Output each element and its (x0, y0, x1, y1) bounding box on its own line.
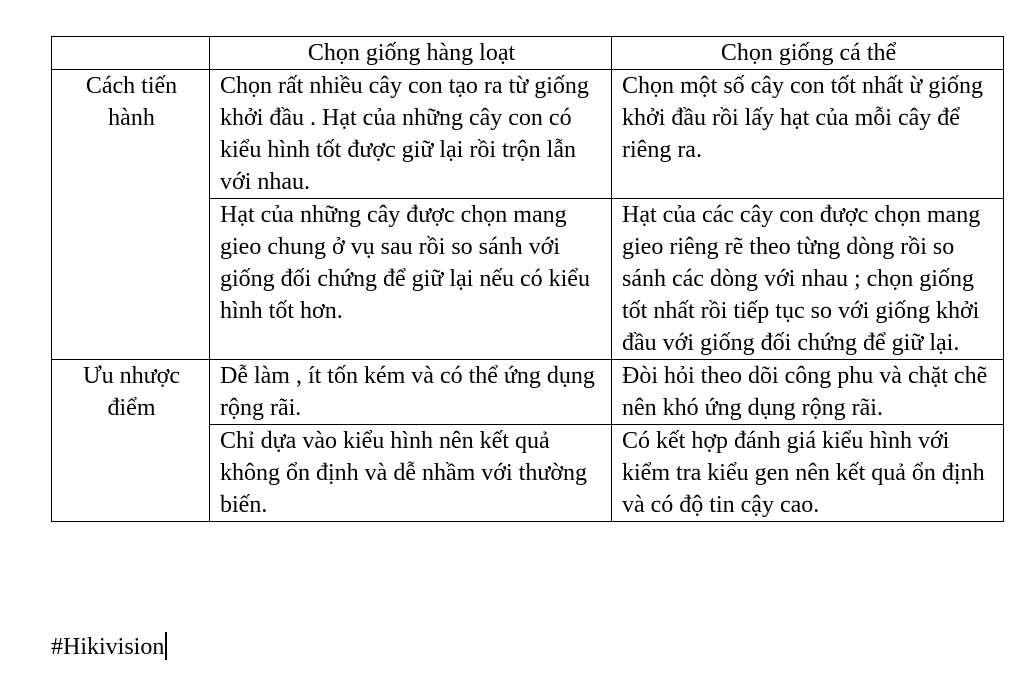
row-label-procedure (52, 70, 210, 360)
table-cell: Hạt của những cây được chọn mang gieo chung ở vụ sau rồi so sánh với giống đối chứng để giữ lại nếu có kiểu hình tốt hơn. (210, 199, 612, 360)
header-empty-cell (52, 37, 210, 70)
row-label-text: Cách tiến hành (85, 73, 178, 131)
row-label-text: Ưu nhược điểm (83, 363, 180, 421)
table-cell: Dễ làm , ít tốn kém và có thể ứng dụng rộng rãi. (210, 360, 612, 425)
text-cursor (165, 632, 167, 660)
table-row (52, 360, 1004, 425)
header-individual-selection: Chọn giống cá thể (612, 37, 1004, 70)
table-cell: Chọn rất nhiều cây con tạo ra từ giống khởi đầu . Hạt của những cây con có kiểu hình tốt được giữ lại rồi trộn lẫn với nhau. (210, 70, 612, 199)
table-cell: Chỉ dựa vào kiểu hình nên kết quả không ổn định và dễ nhầm với thường biến. (210, 425, 612, 522)
header-row (52, 37, 1004, 70)
table-cell: Đòi hỏi theo dõi công phu và chặt chẽ nên khó ứng dụng rộng rãi. (612, 360, 1004, 425)
table-row (52, 70, 1004, 199)
table-cell: Hạt của các cây con được chọn mang gieo riêng rẽ theo từng dòng rồi so sánh các dòng với nhau ; chọn giống tốt nhất rồi tiếp tục so với giống khởi đầu với giống đối chứng để giữ lại. (612, 199, 1004, 360)
table-cell: Chọn một số cây con tốt nhất ừ giống khởi đầu rồi lấy hạt của mỗi cây để riêng ra. (612, 70, 1004, 199)
comparison-table (51, 36, 1004, 522)
hashtag-text[interactable] (51, 631, 167, 663)
table-cell: Có kết hợp đánh giá kiểu hình với kiểm tra kiểu gen nên kết quả ổn định và có độ tin cậy cao. (612, 425, 1004, 522)
row-label-pros-cons (52, 360, 210, 522)
hashtag-label: #Hikivision (51, 634, 165, 660)
header-mass-selection: Chọn giống hàng loạt (210, 37, 612, 70)
